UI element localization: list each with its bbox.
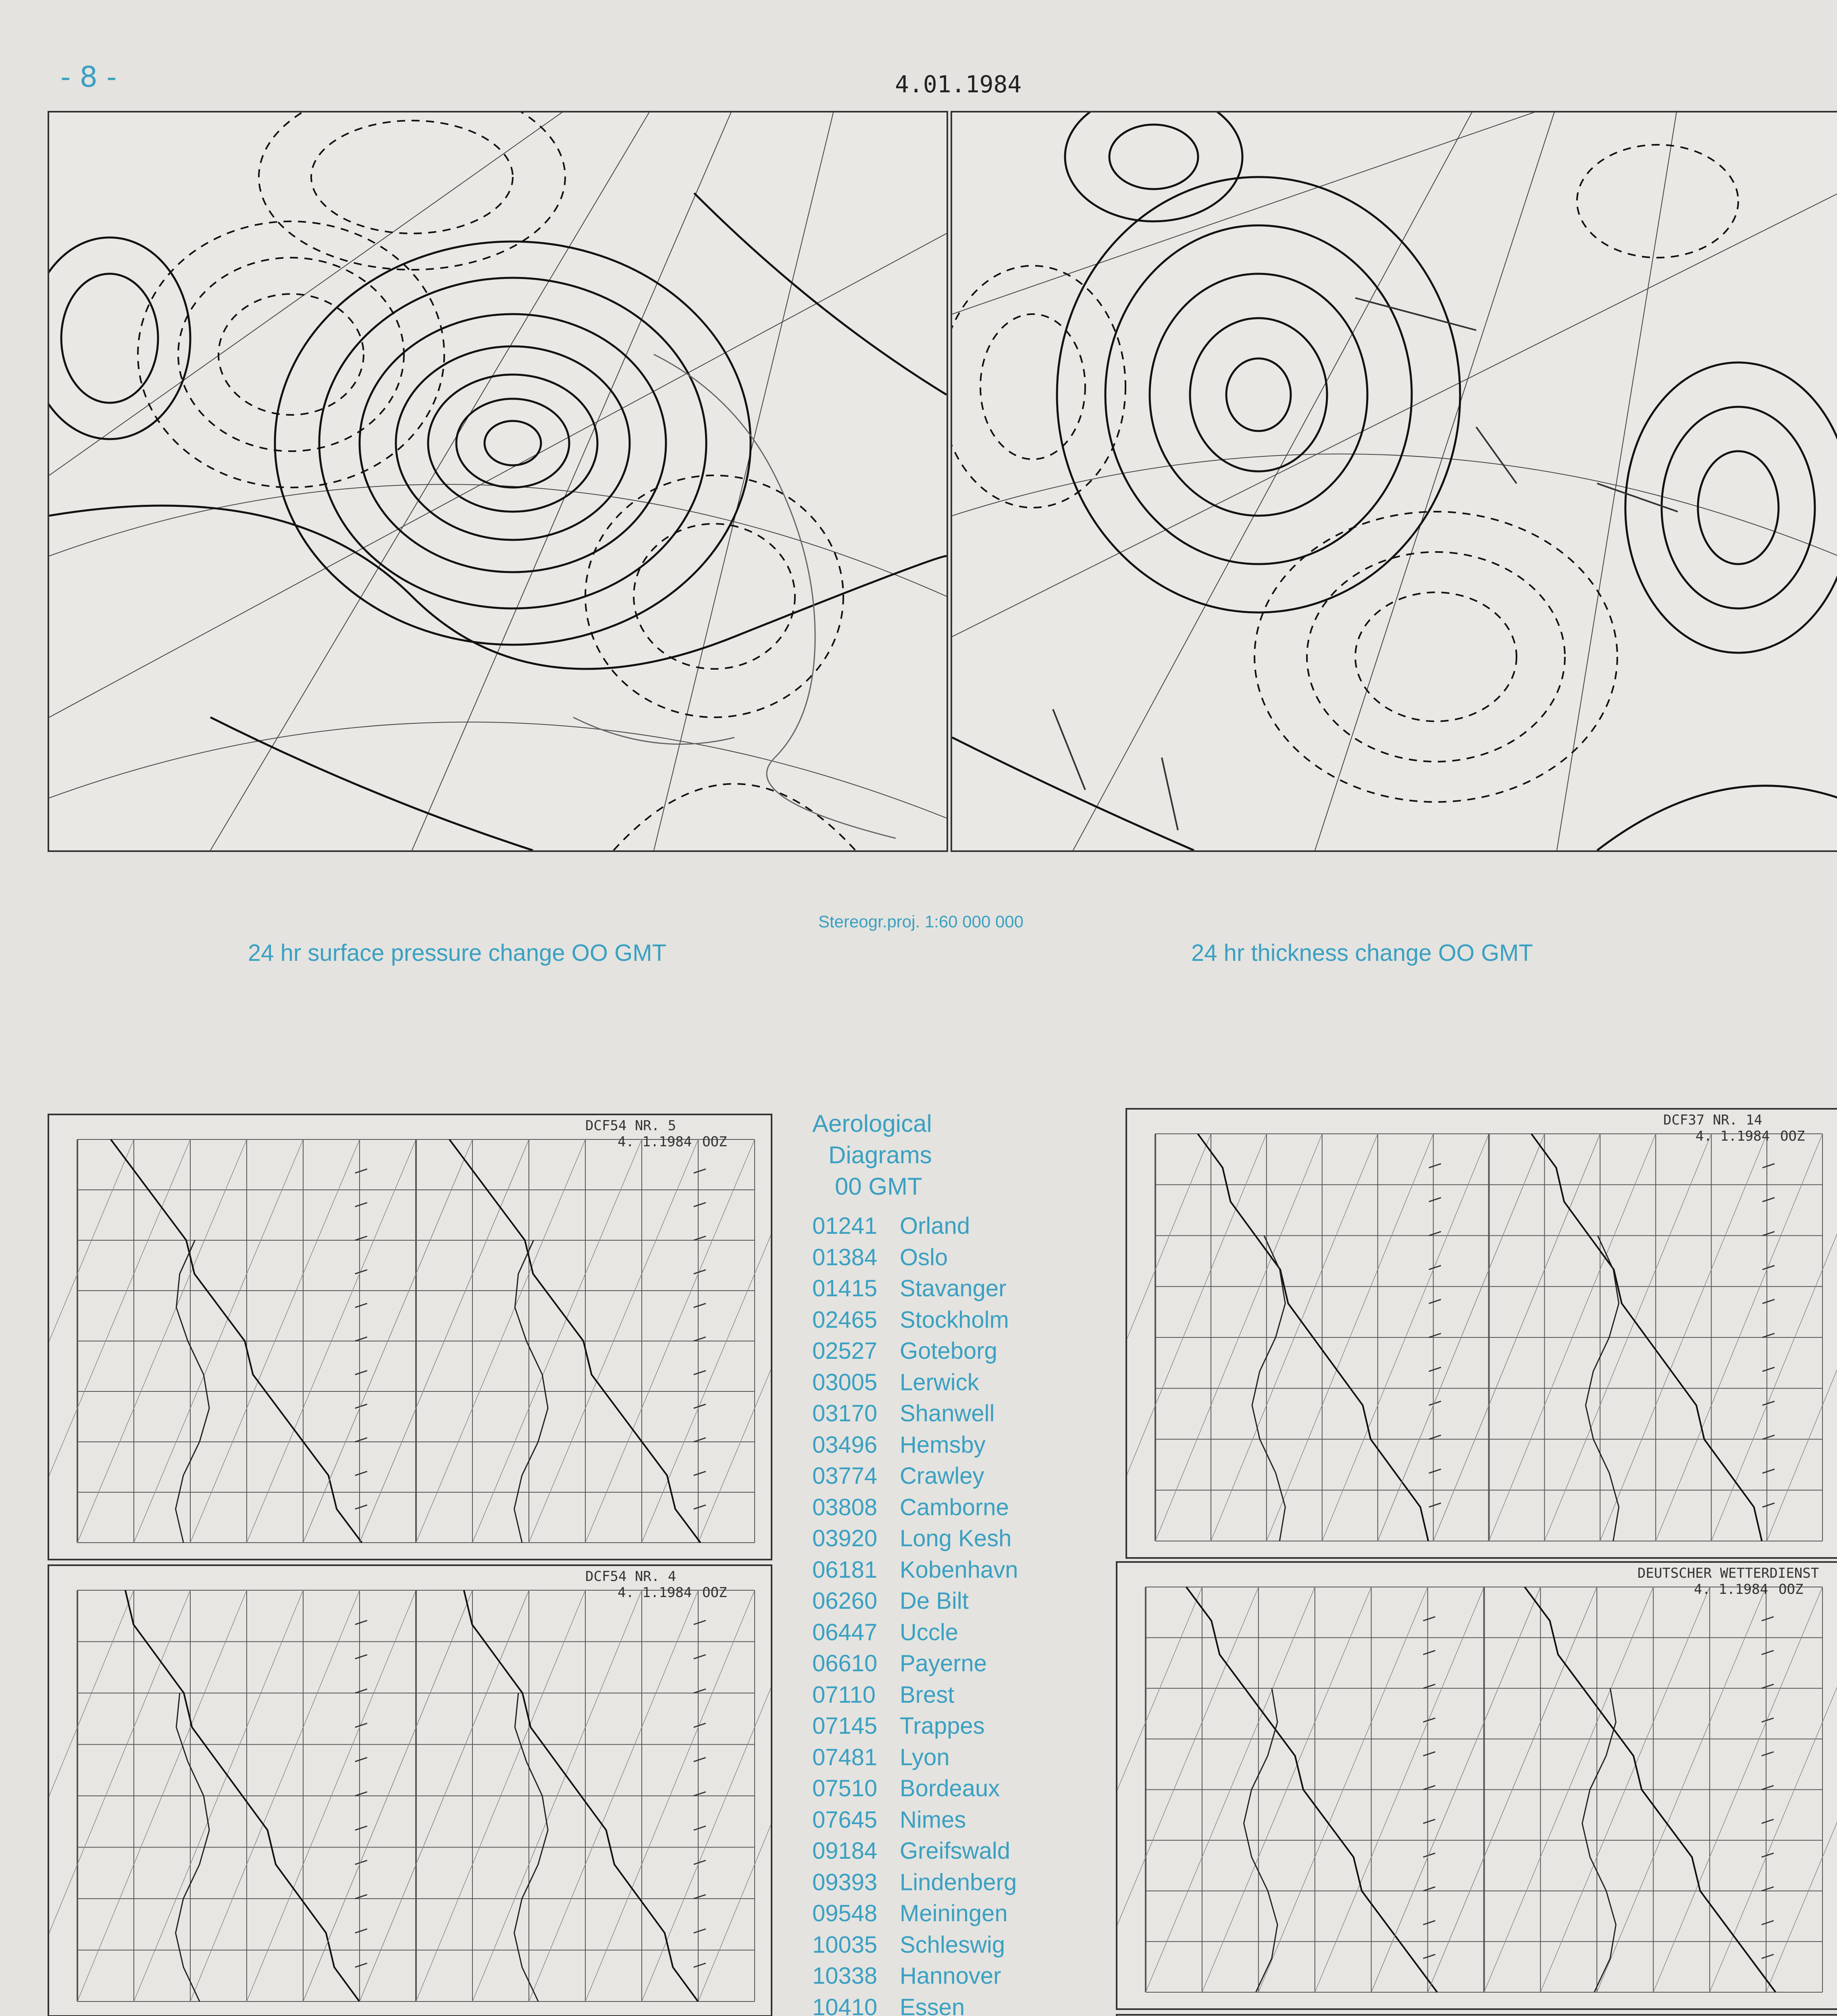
station-code: 06260 xyxy=(812,1588,878,1614)
station-code: 10035 xyxy=(812,1931,878,1958)
station-code: 01415 xyxy=(812,1275,878,1302)
station-row xyxy=(812,1679,1076,1711)
station-legend xyxy=(812,1108,1076,2016)
station-code: 01241 xyxy=(812,1213,878,1239)
diagram-1-time: OOZ xyxy=(702,1134,727,1150)
station-row xyxy=(812,1242,1076,1273)
station-code: 07645 xyxy=(812,1806,878,1833)
station-name: Trappes xyxy=(900,1713,985,1739)
diagram-2-header: DCF54 NR. 4 xyxy=(585,1568,676,1585)
diagram-grid xyxy=(49,1139,771,1543)
station-code: 03920 xyxy=(812,1525,878,1552)
diagram-5-header: DEUTSCHER WETTERDIENST xyxy=(1637,1565,1819,1581)
station-row xyxy=(812,1304,1076,1336)
station-code: 03774 xyxy=(812,1463,878,1489)
station-code: 10338 xyxy=(812,1963,878,1989)
diagram-4-drawing xyxy=(1127,1110,1837,1557)
station-code: 02465 xyxy=(812,1306,878,1333)
station-row xyxy=(812,1992,1076,2016)
station-name: Camborne xyxy=(900,1494,1009,1520)
station-code: 07110 xyxy=(812,1681,876,1708)
diagram-1-date: 4. 1.1984 xyxy=(618,1134,692,1150)
station-row xyxy=(812,1710,1076,1742)
thickness-change-map xyxy=(951,111,1837,852)
station-code: 07145 xyxy=(812,1713,878,1739)
station-name: Lyon xyxy=(900,1744,950,1770)
station-list xyxy=(812,1210,1076,2016)
surface-pressure-caption: 24 hr surface pressure change OO GMT xyxy=(248,940,666,966)
station-row xyxy=(812,1367,1076,1398)
station-name: Greifswald xyxy=(900,1838,1010,1864)
thickness-caption: 24 hr thickness change OO GMT xyxy=(1191,940,1533,966)
station-code: 07510 xyxy=(812,1775,878,1801)
station-name: De Bilt xyxy=(900,1588,969,1614)
station-code: 06447 xyxy=(812,1619,878,1645)
station-name: Long Kesh xyxy=(900,1525,1012,1552)
page-number: - 8 - xyxy=(60,60,117,94)
station-code: 06610 xyxy=(812,1650,878,1677)
station-code: 02527 xyxy=(812,1338,878,1364)
aerological-diagram-1 xyxy=(48,1114,772,1560)
station-row xyxy=(812,1898,1076,1929)
surface-pressure-change-map xyxy=(48,111,948,852)
station-row xyxy=(812,1335,1076,1367)
station-name: Goteborg xyxy=(900,1338,997,1364)
station-row xyxy=(812,1523,1076,1554)
station-row xyxy=(812,1429,1076,1461)
station-row xyxy=(812,1554,1076,1586)
station-row xyxy=(812,1585,1076,1617)
legend-title-line-3: 00 GMT xyxy=(835,1173,922,1200)
diagram-grid xyxy=(1117,1587,1837,1992)
station-row xyxy=(812,1492,1076,1523)
station-row xyxy=(812,1835,1076,1867)
station-name: Schleswig xyxy=(900,1931,1005,1958)
station-name: Stavanger xyxy=(900,1275,1007,1302)
station-row xyxy=(812,1960,1076,1992)
diagram-5-time: OOZ xyxy=(1779,1581,1804,1597)
station-name: Bordeaux xyxy=(900,1775,1000,1801)
diagram-4-header: DCF37 NR. 14 xyxy=(1663,1112,1762,1128)
station-code: 07481 xyxy=(812,1744,878,1770)
station-code: 03808 xyxy=(812,1494,878,1520)
diagram-1-header: DCF54 NR. 5 xyxy=(585,1118,676,1134)
station-row xyxy=(812,1460,1076,1492)
legend-title-line-2: Diagrams xyxy=(828,1141,932,1168)
station-name: Oslo xyxy=(900,1244,948,1270)
station-row xyxy=(812,1617,1076,1648)
diagram-grid xyxy=(1127,1134,1837,1541)
station-row xyxy=(812,1648,1076,1679)
station-name: Brest xyxy=(900,1681,955,1708)
station-name: Essen xyxy=(900,1994,965,2016)
diagram-2-time: OOZ xyxy=(702,1585,727,1601)
station-code: 09393 xyxy=(812,1869,878,1895)
station-row xyxy=(812,1742,1076,1773)
page-date: 4.01.1984 xyxy=(895,71,1022,98)
aerological-diagram-6 xyxy=(1116,2014,1837,2016)
station-code: 09184 xyxy=(812,1838,878,1864)
aerological-diagram-5 xyxy=(1116,1561,1837,2010)
aerological-diagram-2 xyxy=(48,1564,772,2016)
station-name: Hemsby xyxy=(900,1431,986,1458)
diagram-2-drawing xyxy=(49,1566,771,2016)
station-name: Lindenberg xyxy=(900,1869,1017,1895)
station-name: Stockholm xyxy=(900,1306,1009,1333)
aerological-diagram-4 xyxy=(1126,1108,1837,1559)
station-name: Uccle xyxy=(900,1619,959,1645)
station-name: Crawley xyxy=(900,1463,984,1489)
station-code: 01384 xyxy=(812,1244,878,1270)
station-row xyxy=(812,1398,1076,1429)
station-code: 03005 xyxy=(812,1369,878,1395)
station-code: 03170 xyxy=(812,1400,878,1427)
diagram-4-date: 4. 1.1984 xyxy=(1696,1128,1770,1144)
legend-title-line-1: Aerological xyxy=(812,1110,932,1137)
station-name: Meiningen xyxy=(900,1900,1008,1926)
station-code: 10410 xyxy=(812,1994,878,2016)
diagram-5-drawing xyxy=(1117,1563,1837,2008)
station-code: 06181 xyxy=(812,1556,878,1583)
station-name: Nimes xyxy=(900,1806,966,1833)
station-row xyxy=(812,1210,1076,1242)
diagram-4-time: OOZ xyxy=(1780,1128,1805,1144)
diagram-2-date: 4. 1.1984 xyxy=(618,1585,692,1601)
station-name: Lerwick xyxy=(900,1369,979,1395)
station-code: 09548 xyxy=(812,1900,878,1926)
projection-note: Stereogr.proj. 1:60 000 000 xyxy=(818,912,1024,931)
thickness-map-drawing xyxy=(952,112,1837,850)
station-code: 03496 xyxy=(812,1431,878,1458)
station-name: Kobenhavn xyxy=(900,1556,1018,1583)
diagram-1-drawing xyxy=(49,1115,771,1559)
station-row xyxy=(812,1773,1076,1804)
station-name: Shanwell xyxy=(900,1400,995,1427)
station-row xyxy=(812,1929,1076,1961)
legend-title xyxy=(812,1108,1076,1202)
station-name: Payerne xyxy=(900,1650,987,1677)
station-row xyxy=(812,1804,1076,1836)
station-row xyxy=(812,1867,1076,1898)
station-name: Orland xyxy=(900,1213,970,1239)
diagram-grid xyxy=(49,1590,771,2001)
station-name: Hannover xyxy=(900,1963,1001,1989)
surface-pressure-map-drawing xyxy=(49,112,947,850)
station-row xyxy=(812,1273,1076,1304)
diagram-5-date: 4. 1.1984 xyxy=(1694,1581,1768,1597)
